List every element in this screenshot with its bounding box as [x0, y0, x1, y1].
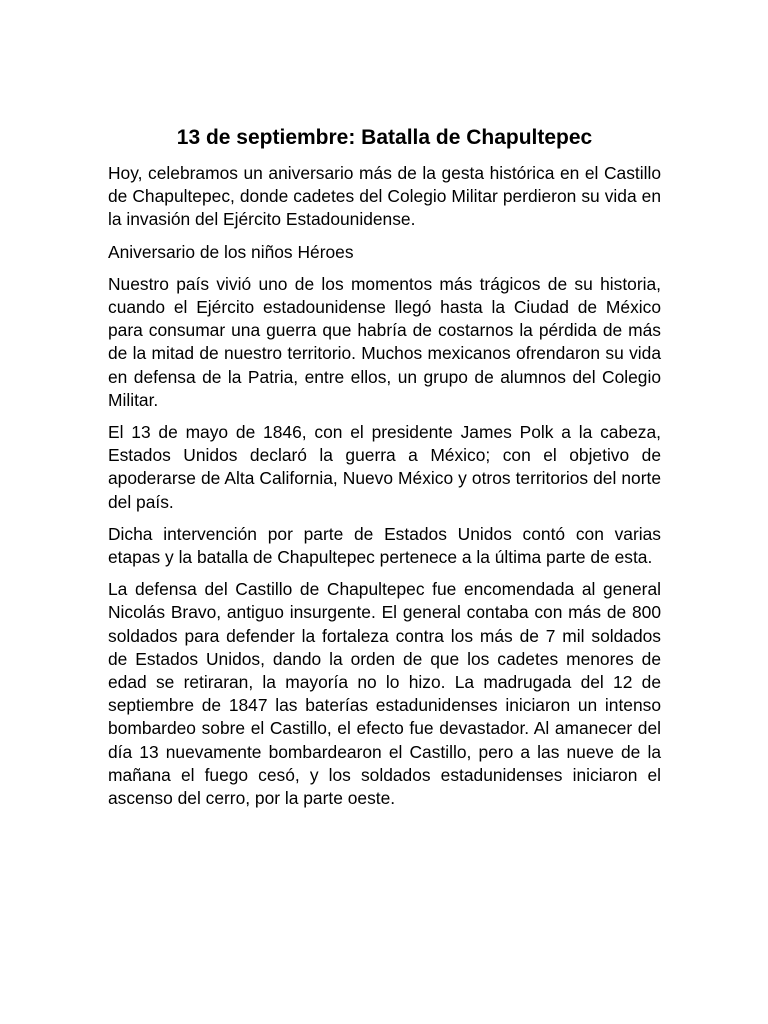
paragraph-castle-defense: La defensa del Castillo de Chapultepec fue encomendada al general Nicolás Bravo, antiguo insurgente. El general contaba con más de 800 soldados para defender la fortaleza contra los más de 7 mil soldados de Estados Unidos, dando la orden de que los cadetes menores de edad se retiraran, la mayoría no lo hizo. La madrugada del 12 de septiembre de 1847 las baterías estadunidenses iniciaron un intenso bombardeo sobre el Castillo, el efecto fue devastador. Al amanecer del día 13 nuevamente bombardearon el Castillo, pero a las nueve de la mañana el fuego cesó, y los soldados estadunidenses iniciaron el ascenso del cerro, por la parte oeste. [108, 579, 661, 809]
document-title: 13 de septiembre: Batalla de Chapultepec [176, 126, 593, 149]
paragraph-intro: Hoy, celebramos un aniversario más de la gesta histórica en el Castillo de Chapultepec, donde cadetes del Colegio Militar perdieron su vida en la invasión del Ejército Estadounidense. [108, 163, 661, 230]
paragraph-intervention: Dicha intervención por parte de Estados Unidos contó con varias etapas y la batalla de Chapultepec pertenece a la última parte de esta. [108, 523, 661, 568]
document-page [108, 124, 661, 819]
paragraph-history: Nuestro país vivió uno de los momentos más trágicos de su historia, cuando el Ejército estadounidense llegó hasta la Ciudad de México para consumar una guerra que habría de costarnos la pérdida de más de la mitad de nuestro territorio. Muchos mexicanos ofrendaron su vida en defensa de la Patria, entre ellos, un grupo de alumnos del Colegio Militar. [108, 273, 661, 410]
paragraph-subheading: Aniversario de los niños Héroes [108, 241, 354, 262]
paragraph-war-declaration: El 13 de mayo de 1846, con el presidente James Polk a la cabeza, Estados Unidos declaró la guerra a México; con el objetivo de apoderarse de Alta California, Nuevo México y otros territorios del norte del país. [108, 422, 661, 512]
